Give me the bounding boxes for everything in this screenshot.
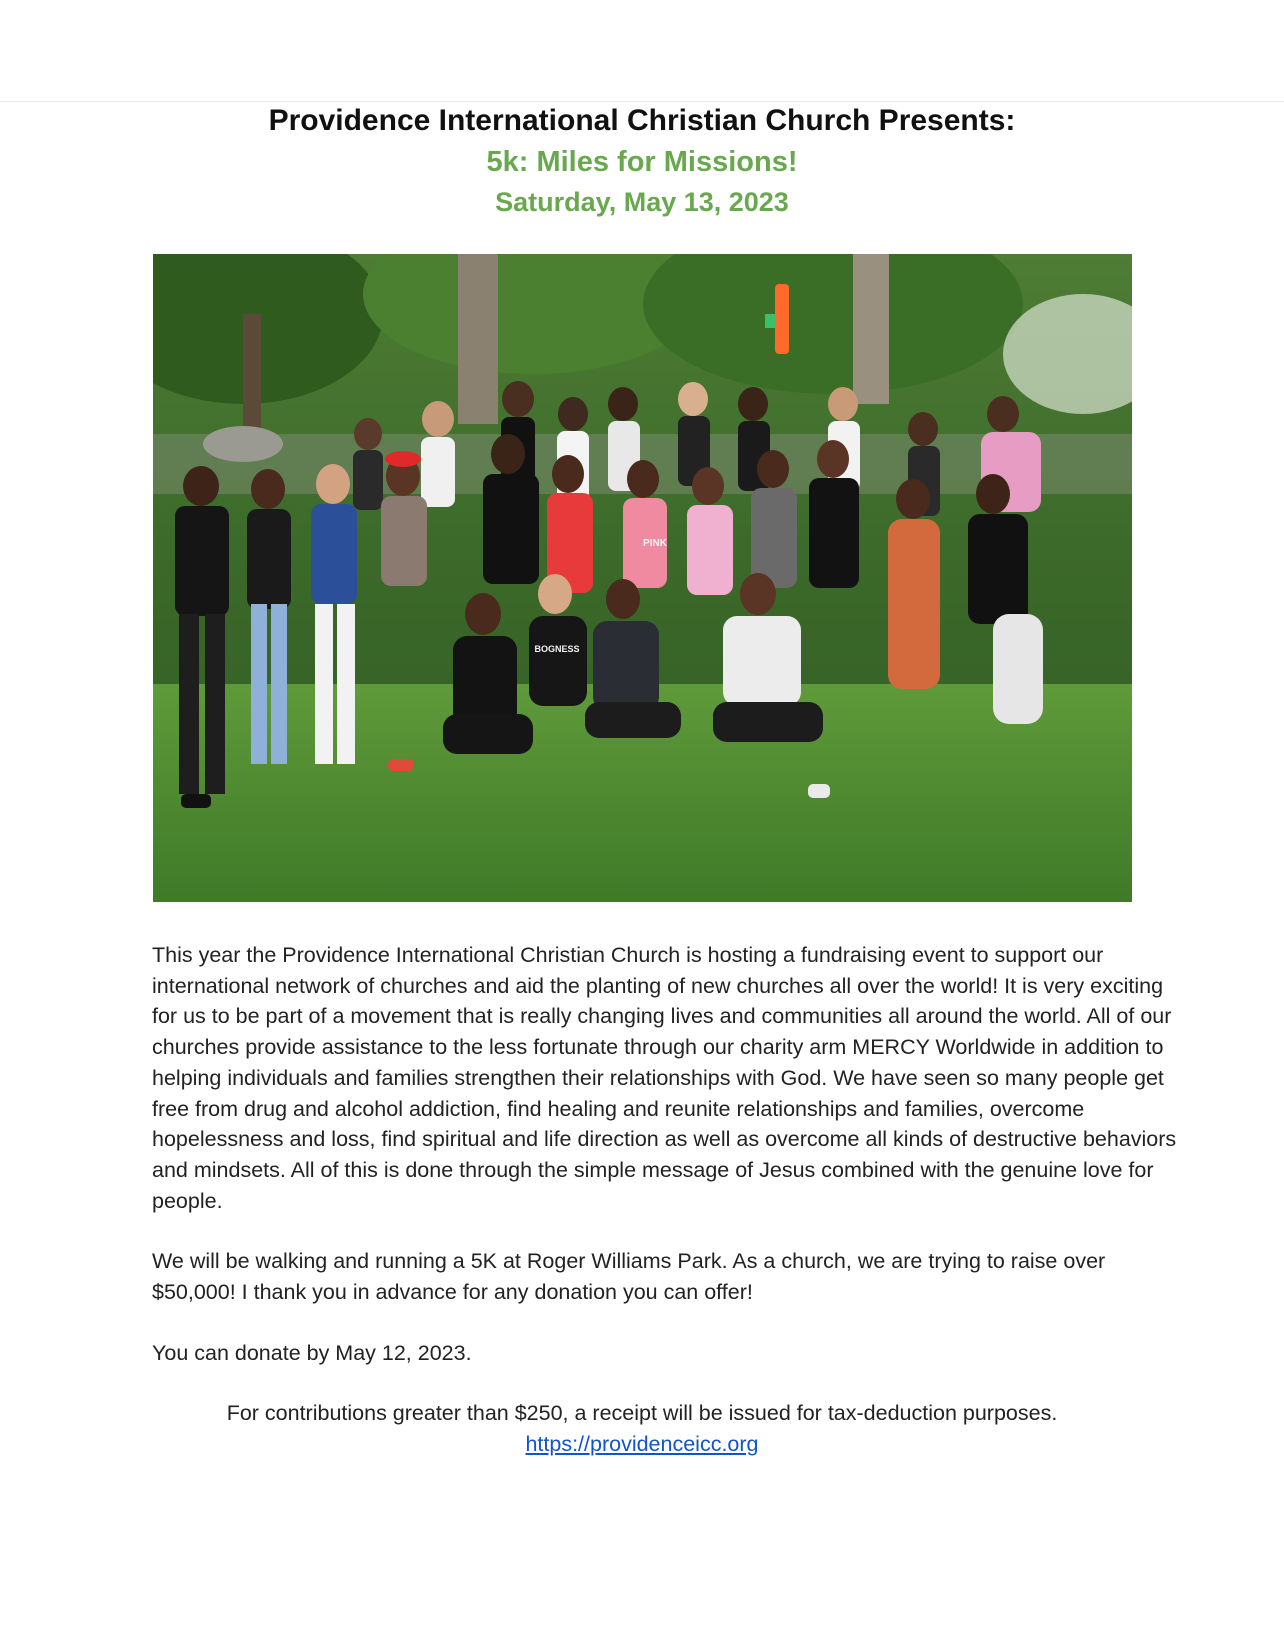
flyer-header [0,100,1284,222]
footer [0,1398,1284,1459]
tree-trunk [853,254,889,404]
rock [203,426,283,462]
body-text [152,940,1192,1398]
shirt-text-pink: PINK [643,538,667,549]
tree-trunk [243,314,261,434]
shirt-text-bogness: BOGNESS [534,644,580,654]
group-photo [153,254,1132,902]
event-details-paragraph: We will be walking and running a 5K at Roger Williams Park. As a church, we are trying to raise over $50,000! I thank you in advance for any donation you can offer! [152,1249,1106,1305]
flyer-title: Providence International Christian Church Presents: [268,104,1016,137]
intro-paragraph: This year the Providence International Christian Church is hosting a fundraising event to support our international network of churches and aid the planting of new churches all over the world! It is very exciting for us to be part of a movement that is really changing lives and communities all around the world. All of our churches provide assistance to the less fortunate through our charity arm MERCY Worldwide in addition to helping individuals and families strengthen their relationships with God. We have seen so many people get free from drug and alcohol addiction, find healing and reunite relationships and families, overcome hopelessness and loss, find spiritual and life direction as well as overcome all kinds of destructive behaviors and mindsets. All of this is done through the simple message of Jesus combined with the genuine love for people. [152,943,1177,1213]
donation-deadline: You can donate by May 12, 2023. [152,1340,472,1365]
website-link[interactable]: https://providenceicc.org [525,1431,759,1456]
event-date: Saturday, May 13, 2023 [495,187,789,217]
receipt-note: For contributions greater than $250, a receipt will be issued for tax-deduction purposes. [226,1401,1058,1425]
group-photo-illustration [153,254,1132,902]
tree-trunk [458,254,498,424]
event-name: 5k: Miles for Missions! [486,146,798,178]
